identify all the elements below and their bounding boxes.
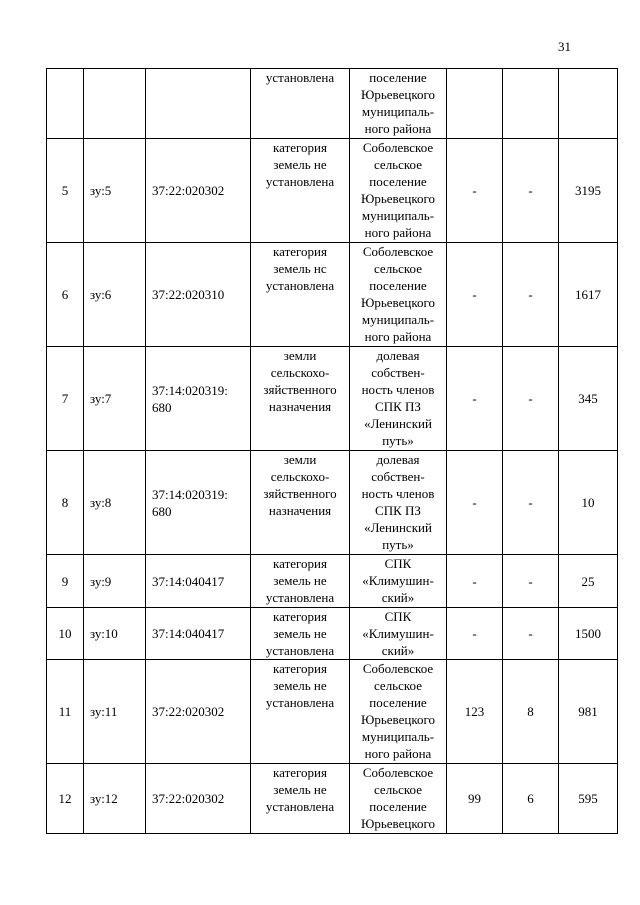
owner-line: Юрьевецкого — [360, 816, 435, 831]
plot-id-cell: зу:8 — [84, 451, 146, 555]
land-category-cell — [251, 69, 350, 139]
plot-id-cell: зу:6 — [84, 243, 146, 347]
land-category-cell — [251, 608, 350, 660]
owner-line: путь» — [382, 433, 414, 448]
land-category-line: земли — [283, 348, 317, 363]
cadastral-number-line: 37:14:020319: — [152, 382, 228, 398]
column-7-cell: - — [503, 555, 559, 608]
owner-line: муниципаль- — [361, 312, 435, 327]
owner-line: поселение — [369, 70, 427, 85]
plot-id-cell: зу:7 — [84, 347, 146, 451]
table-row — [47, 347, 618, 451]
row-number-cell: 12 — [47, 764, 84, 834]
land-category-cell — [251, 243, 350, 347]
cadastral-number-cell: 37:22:020310 — [146, 243, 251, 347]
owner-line: муниципаль- — [361, 104, 435, 119]
land-category-line: установлена — [265, 278, 335, 293]
row-number-cell — [47, 69, 84, 139]
land-category-line: земель не — [273, 573, 327, 588]
plot-id-cell: зу:9 — [84, 555, 146, 608]
column-7-cell: 8 — [503, 660, 559, 764]
owner-line: Юрьевецкого — [360, 712, 435, 727]
land-category-line: категория — [273, 244, 327, 259]
land-category-line: установлена — [265, 590, 335, 605]
land-category-line: установлена — [265, 799, 335, 814]
table-body — [47, 69, 618, 834]
area-cell: 1617 — [559, 243, 618, 347]
land-category-line: земель не — [273, 626, 327, 641]
land-category-line: назначения — [268, 399, 332, 414]
row-number-cell: 8 — [47, 451, 84, 555]
owner-line: Соболевское — [362, 765, 434, 780]
plot-id-cell: зу:5 — [84, 139, 146, 243]
row-number-cell: 7 — [47, 347, 84, 451]
cadastral-number-cell — [146, 69, 251, 139]
column-6-cell: - — [447, 608, 503, 660]
owner-cell — [350, 764, 447, 834]
land-category-line: земель не — [273, 157, 327, 172]
column-6-cell — [447, 69, 503, 139]
land-category-cell — [251, 660, 350, 764]
owner-cell — [350, 243, 447, 347]
land-category-cell — [251, 764, 350, 834]
column-6-cell: - — [447, 139, 503, 243]
land-category-line: категория — [273, 661, 327, 676]
owner-line: СПК — [384, 609, 412, 624]
row-number-cell: 10 — [47, 608, 84, 660]
land-category-line: земель не — [273, 678, 327, 693]
owner-line: поселение — [369, 695, 427, 710]
cadastral-number-cell: 37:22:020302 — [146, 660, 251, 764]
cadastral-number-cell — [146, 451, 251, 555]
owner-line: СПК ПЗ — [375, 399, 421, 414]
owner-line: муниципаль- — [361, 729, 435, 744]
land-category-line: зяйственного — [263, 382, 337, 397]
owner-line: собствен- — [371, 469, 425, 484]
owner-line: ного района — [364, 225, 432, 240]
owner-cell — [350, 347, 447, 451]
page-number: 31 — [558, 39, 571, 54]
owner-line: ного района — [364, 121, 432, 136]
owner-cell — [350, 139, 447, 243]
area-cell: 10 — [559, 451, 618, 555]
area-cell: 981 — [559, 660, 618, 764]
area-cell: 3195 — [559, 139, 618, 243]
area-cell: 1500 — [559, 608, 618, 660]
owner-line: Соболевское — [362, 244, 434, 259]
column-7-cell: 6 — [503, 764, 559, 834]
owner-line: «Ленинский — [364, 520, 432, 535]
owner-line: поселение — [369, 278, 427, 293]
row-number-cell: 6 — [47, 243, 84, 347]
land-category-line: зяйственного — [263, 486, 337, 501]
cadastral-number-line: 37:14:020319: — [152, 486, 228, 502]
plot-id-cell: зу:10 — [84, 608, 146, 660]
owner-line: собствен- — [371, 365, 425, 380]
owner-line: муниципаль- — [361, 208, 435, 223]
table-row — [47, 608, 618, 660]
plot-id-cell: зу:12 — [84, 764, 146, 834]
column-7-cell — [503, 69, 559, 139]
column-7-cell: - — [503, 451, 559, 555]
land-category-line: земель не — [273, 782, 327, 797]
owner-cell — [350, 451, 447, 555]
land-category-cell — [251, 451, 350, 555]
land-category-line: категория — [273, 140, 327, 155]
owner-cell — [350, 608, 447, 660]
column-6-cell: - — [447, 555, 503, 608]
cadastral-number-cell: 37:22:020302 — [146, 764, 251, 834]
table-row — [47, 660, 618, 764]
row-number-cell: 5 — [47, 139, 84, 243]
table-row — [47, 69, 618, 139]
column-7-cell: - — [503, 243, 559, 347]
land-category-line: земли — [283, 452, 317, 467]
land-category-cell — [251, 347, 350, 451]
owner-line: долевая — [376, 452, 420, 467]
cadastral-number-cell: 37:14:040417 — [146, 555, 251, 608]
land-category-line: установлена — [265, 70, 335, 85]
column-6-cell: - — [447, 347, 503, 451]
land-category-line: установлена — [265, 643, 335, 658]
land-category-line: назначения — [268, 503, 332, 518]
plot-id-cell: зу:11 — [84, 660, 146, 764]
owner-line: поселение — [369, 799, 427, 814]
owner-line: ного района — [364, 329, 432, 344]
column-7-cell: - — [503, 608, 559, 660]
land-category-cell — [251, 555, 350, 608]
row-number-cell: 9 — [47, 555, 84, 608]
land-category-line: категория — [273, 765, 327, 780]
area-cell: 345 — [559, 347, 618, 451]
land-category-line: установлена — [265, 695, 335, 710]
column-7-cell: - — [503, 139, 559, 243]
owner-line: Соболевское — [362, 661, 434, 676]
land-category-line: установлена — [265, 174, 335, 189]
area-cell: 595 — [559, 764, 618, 834]
land-category-line: сельскохо- — [270, 469, 330, 484]
land-plots-table — [46, 68, 618, 834]
owner-line: Юрьевецкого — [360, 87, 435, 102]
plot-id-cell — [84, 69, 146, 139]
row-number-cell: 11 — [47, 660, 84, 764]
column-7-cell: - — [503, 347, 559, 451]
owner-line: Юрьевецкого — [360, 295, 435, 310]
column-6-cell: 123 — [447, 660, 503, 764]
land-category-line: категория — [273, 609, 327, 624]
cadastral-number-cell: 37:14:040417 — [146, 608, 251, 660]
cadastral-number-cell: 37:22:020302 — [146, 139, 251, 243]
column-6-cell: 99 — [447, 764, 503, 834]
column-6-cell: - — [447, 451, 503, 555]
land-category-line: категория — [273, 556, 327, 571]
owner-line: сельское — [374, 678, 422, 693]
owner-line: СПК — [384, 556, 412, 571]
owner-line: СПК ПЗ — [375, 503, 421, 518]
table-row — [47, 451, 618, 555]
column-6-cell: - — [447, 243, 503, 347]
area-cell — [559, 69, 618, 139]
land-category-cell — [251, 139, 350, 243]
owner-line: Юрьевецкого — [360, 191, 435, 206]
owner-cell — [350, 660, 447, 764]
owner-line: «Климушин- — [362, 573, 434, 588]
owner-cell — [350, 69, 447, 139]
owner-line: ский» — [381, 590, 415, 605]
owner-line: поселение — [369, 174, 427, 189]
land-category-line: сельскохо- — [270, 365, 330, 380]
owner-line: сельское — [374, 157, 422, 172]
cadastral-number-line: 680 — [152, 503, 172, 519]
cadastral-number-cell — [146, 347, 251, 451]
owner-line: ного района — [364, 746, 432, 761]
owner-line: Соболевское — [362, 140, 434, 155]
owner-line: «Климушин- — [362, 626, 434, 641]
table-row — [47, 243, 618, 347]
owner-line: сельское — [374, 261, 422, 276]
owner-line: сельское — [374, 782, 422, 797]
owner-line: «Ленинский — [364, 416, 432, 431]
cadastral-number-line: 680 — [152, 399, 172, 415]
area-cell: 25 — [559, 555, 618, 608]
owner-line: долевая — [376, 348, 420, 363]
owner-line: ность членов — [361, 486, 435, 501]
owner-line: ность членов — [361, 382, 435, 397]
owner-line: путь» — [382, 537, 414, 552]
owner-line: ский» — [381, 643, 415, 658]
owner-cell — [350, 555, 447, 608]
table-row — [47, 555, 618, 608]
table-row — [47, 764, 618, 834]
table-row — [47, 139, 618, 243]
land-category-line: земель нс — [273, 261, 327, 276]
